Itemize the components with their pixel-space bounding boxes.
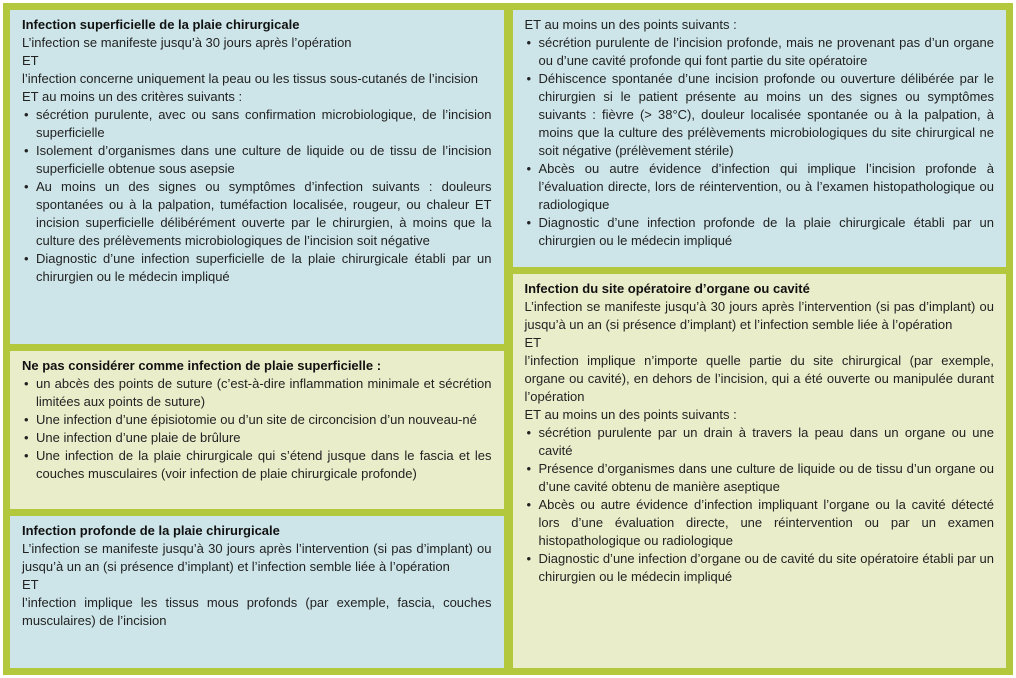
- right-column: [513, 10, 1007, 668]
- panel-infection-profonde-suite: [513, 10, 1007, 267]
- bullet-text: Diagnostic d’une infection superficielle de la plaie chirurgicale établi par un chirurgien ou le médecin impliqué: [36, 251, 492, 284]
- bullet-icon: •: [24, 376, 29, 391]
- panel-title: Ne pas considérer comme infection de plaie superficielle :: [22, 358, 382, 373]
- bullet-text: Au moins un des signes ou symptômes d’infection suivants : douleurs spontanées ou à la palpation, tuméfaction localisée, rougeur, ou chaleur ET incision superficielle délibérément ouverte par le chirurgien, à moins que la culture des prélèvements microbiologiques de l’incision soit négative: [36, 179, 492, 248]
- bullet-icon: •: [526, 35, 532, 50]
- panel-exclusions-superficielle: [10, 351, 504, 509]
- bullet-icon: •: [526, 425, 532, 440]
- bullet-icon: •: [24, 448, 29, 463]
- bullet-text: Une infection d’une épisiotomie ou d’un site de circoncision d’un nouveau-né: [36, 412, 477, 427]
- bullet-text: Présence d’organismes dans une culture de liquide ou de tissu d’un organe ou d’une cavité obtenu de manière aseptique: [538, 461, 994, 494]
- bullet-text: Diagnostic d’une infection profonde de la plaie chirurgicale établi par un chirurgien ou le médecin impliqué: [538, 215, 994, 248]
- panel-text: ET au moins un des points suivants :: [524, 17, 737, 32]
- bullet-item: [525, 460, 995, 496]
- bullet-icon: •: [24, 143, 29, 158]
- bullet-item: [22, 429, 492, 447]
- bullet-item: [22, 250, 492, 286]
- bullet-icon: •: [24, 251, 29, 266]
- bullet-icon: •: [24, 430, 29, 445]
- bullet-text: Abcès ou autre évidence d’infection qui implique l’incision profonde à l’évaluation directe, lors de réintervention, ou à l’examen histopathologique ou radiologique: [538, 161, 994, 212]
- panel-title: Infection superficielle de la plaie chirurgicale: [22, 17, 300, 32]
- bullet-text: sécrétion purulente de l’incision profonde, mais ne provenant pas d’un organe ou d’une cavité profonde qui font partie du site opératoire: [538, 35, 994, 68]
- bullet-item: [525, 424, 995, 460]
- panel-infection-profonde: [10, 516, 504, 668]
- bullet-icon: •: [526, 161, 532, 176]
- bullet-text: Une infection de la plaie chirurgicale qui s’étend jusque dans le fascia et les couches musculaires (voir infection de plaie chirurgicale profonde): [36, 448, 492, 481]
- panel-text: ET au moins un des points suivants :: [524, 407, 737, 422]
- panel-infection-superficielle: [10, 10, 504, 344]
- bullet-icon: •: [526, 461, 532, 476]
- bullet-text: Déhiscence spontanée d’une incision profonde ou ouverture délibérée par le chirurgien si le patient présente au moins un des signes ou symptômes suivants : fièvre (> 38°C), douleur localisée spontanée ou à la palpation, à moins que la culture des prélèvements microbiologiques du site chirurgical ne soit négative (prélèvement stérile): [538, 71, 994, 158]
- bullet-item: [525, 496, 995, 550]
- bullet-text: Diagnostic d’une infection d’organe ou de cavité du site opératoire établi par un chirurgien ou le médecin impliqué: [538, 551, 994, 584]
- panel-text: L’infection se manifeste jusqu’à 30 jours après l’opération: [22, 35, 352, 50]
- bullet-item: [525, 70, 995, 160]
- panel-text: ET au moins un des critères suivants :: [22, 89, 243, 104]
- bullet-icon: •: [24, 179, 29, 194]
- bullet-text: Isolement d’organismes dans une culture de liquide ou de tissu de l’incision superficielle obtenue sous asepsie: [36, 143, 492, 176]
- bullet-text: sécrétion purulente par un drain à travers la peau dans un organe ou une cavité: [538, 425, 994, 458]
- bullet-icon: •: [24, 412, 29, 427]
- bullet-item: [22, 375, 492, 411]
- bullet-item: [525, 160, 995, 214]
- panel-infection-organe-cavite: [513, 274, 1007, 668]
- bullet-item: [22, 142, 492, 178]
- panel-text: l’infection concerne uniquement la peau ou les tissus sous-cutanés de l’incision: [22, 71, 478, 86]
- bullet-text: sécrétion purulente, avec ou sans confirmation microbiologique, de l’incision superficielle: [36, 107, 492, 140]
- bullet-text: Abcès ou autre évidence d’infection impliquant l’organe ou la cavité détecté lors d’une évaluation directe, une réintervention ou par un examen histopathologique ou radiologique: [538, 497, 994, 548]
- bullet-item: [525, 550, 995, 586]
- bullet-icon: •: [526, 215, 532, 230]
- bullet-icon: •: [526, 551, 532, 566]
- panel-text: ET: [22, 53, 39, 68]
- bullet-item: [22, 178, 492, 250]
- panel-text: ET: [524, 335, 542, 350]
- bullet-item: [22, 106, 492, 142]
- panel-text: L’infection se manifeste jusqu’à 30 jours après l’intervention (si pas d’implant) ou jusqu’à un an (si présence d’implant) et l’infection semble liée à l’opération: [524, 299, 994, 332]
- bullet-text: un abcès des points de suture (c’est-à-dire inflammation minimale et sécrétion limitées aux points de suture): [36, 376, 492, 409]
- bullet-item: [22, 447, 492, 483]
- panel-title: Infection profonde de la plaie chirurgicale: [22, 523, 280, 538]
- bullet-icon: •: [526, 497, 532, 512]
- figure-frame: [3, 3, 1013, 675]
- bullet-item: [525, 34, 995, 70]
- bullet-item: [22, 411, 492, 429]
- panel-text: l’infection implique les tissus mous profonds (par exemple, fascia, couches musculaires) de l’incision: [22, 595, 492, 628]
- panel-title: Infection du site opératoire d’organe ou cavité: [524, 281, 810, 296]
- panel-text: L’infection se manifeste jusqu’à 30 jours après l’intervention (si pas d’implant) ou jusqu’à un an (si présence d’implant) et l’infection semble liée à l’opération: [22, 541, 492, 574]
- bullet-text: Une infection d’une plaie de brûlure: [36, 430, 241, 445]
- bullet-icon: •: [526, 71, 532, 86]
- panel-text: ET: [22, 577, 39, 592]
- bullet-item: [525, 214, 995, 250]
- left-column: [10, 10, 504, 668]
- panel-text: l’infection implique n’importe quelle partie du site chirurgical (par exemple, organe ou cavité), en dehors de l’incision, qui a été ouverte ou manipulée durant l’opération: [524, 353, 994, 404]
- bullet-icon: •: [24, 107, 29, 122]
